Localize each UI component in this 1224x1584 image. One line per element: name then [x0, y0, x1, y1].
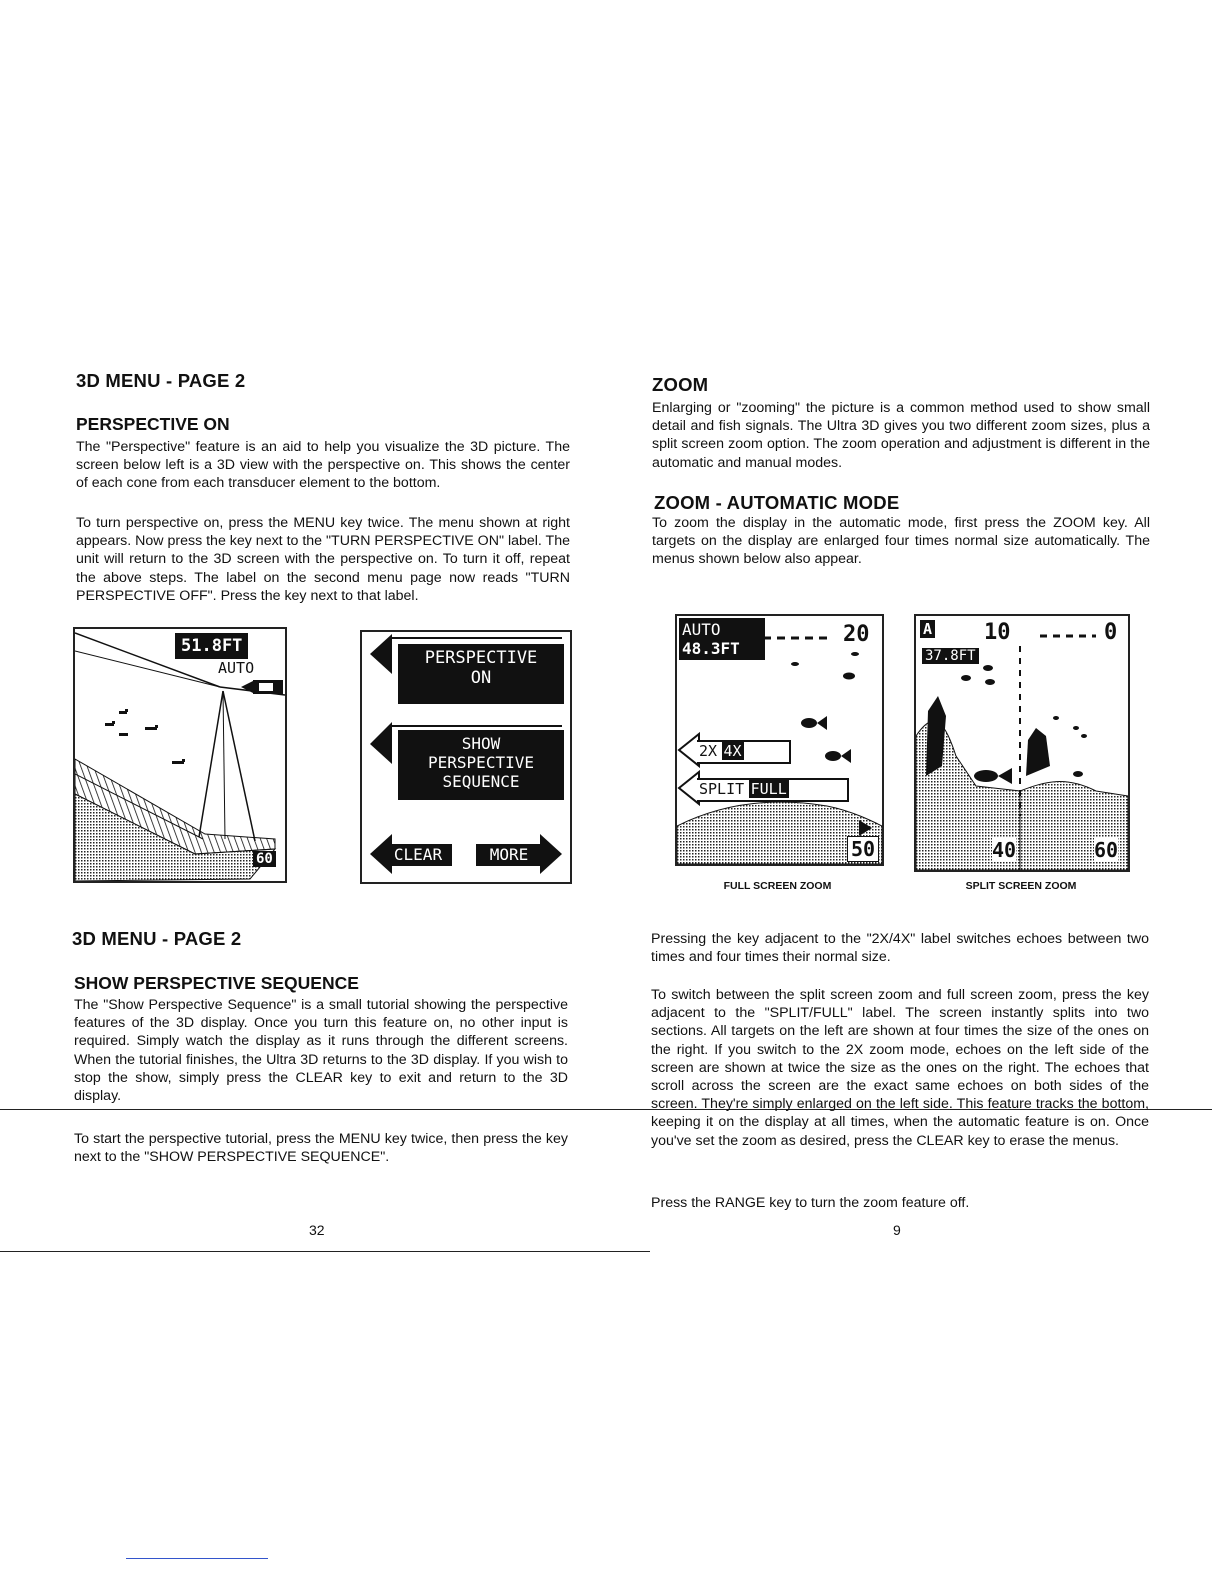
auto-mode-label: A — [920, 620, 935, 638]
paragraph-perspective-intro: The "Perspective" feature is an aid to help you visualize the 3D picture. The screen below left is a 3D view with the perspective on. This shows the center of each cone from each transducer element to the bottom. — [76, 439, 570, 492]
screen-3d-menu-page2 — [360, 630, 572, 884]
heading-zoom: ZOOM — [652, 374, 709, 395]
paragraph-sequence-intro: The "Show Perspective Sequence" is a small tutorial showing the perspective features of the 3D display. Once you turn this feature on, no other input is required. Simply watch the display as it runs through the different screens. When the tutorial finishes, the Ultra 3D returns to the 3D display. If you wish to stop the show, simply press the CLEAR key to exit and return to the 3D display. — [74, 997, 568, 1105]
screen-3d-perspective — [73, 627, 287, 883]
split-full-toggle[interactable] — [697, 778, 849, 802]
paragraph-split-full: To switch between the split screen zoom and full screen zoom, press the key adjacent to the "SPLIT/FULL" label. The screen instantly splits into two sections. All targets on the left are shown at four times the size of the ones on the right. If you switch to the 2X zoom mode, echoes on the left side of the screen are shown at twice the size as the ones on the right. The echoes that scroll across the screen are the exact same echoes on both sides of the screen. They're simply enlarged on the left side. This feature tracks the bottom, keeping it on the display at all times, when the automatic feature is on. Once you've set the zoom as desired, press the CLEAR key to erase the menus. — [651, 987, 1149, 1149]
paragraph-zoom-intro: Enlarging or "zooming" the picture is a common method used to show small detail and fish signals. The Ultra 3D gives you two different zoom sizes, plus a split screen zoom option. The zoom operation and adjustment is different in the automatic and manual modes. — [652, 400, 1150, 471]
zoom-2x-4x-toggle[interactable] — [697, 740, 791, 764]
menu-item-show-perspective-sequence[interactable] — [398, 730, 564, 800]
zoom-status-box — [679, 618, 765, 660]
menu-line: PERSPECTIVE — [424, 648, 538, 668]
full-label: FULL — [750, 780, 787, 798]
auto-mode-label: AUTO — [218, 659, 255, 677]
depth-readout: 48.3FT — [682, 639, 740, 658]
scan-artifact-line — [126, 1558, 268, 1559]
bottom-scale-left: 40 — [992, 838, 1017, 862]
screen-full-zoom — [675, 614, 884, 866]
menu-item-perspective-on[interactable] — [398, 644, 564, 704]
section-heading-3d-menu-2: 3D MENU - PAGE 2 — [72, 928, 242, 949]
subheading-perspective-on: PERSPECTIVE ON — [76, 414, 230, 434]
depth-readout: 51.8FT — [175, 633, 248, 659]
bottom-scale-right: 60 — [1094, 838, 1119, 862]
auto-mode-label: AUTO — [682, 620, 721, 639]
depth-readout: 37.8FT — [922, 648, 979, 664]
screen-split-zoom — [914, 614, 1130, 872]
split-label: SPLIT — [699, 780, 745, 798]
bottom-divider-line — [0, 1251, 650, 1252]
section-heading-3d-menu: 3D MENU - PAGE 2 — [76, 370, 246, 391]
page-number-left: 32 — [309, 1222, 325, 1238]
bottom-depth-scale: 50 — [847, 836, 879, 862]
top-depth-scale: 20 — [843, 622, 870, 647]
paragraph-2x-4x: Pressing the key adjacent to the "2X/4X" label switches echoes between two times and four times their normal size. — [651, 931, 1149, 966]
top-scale-right: 0 — [1104, 620, 1118, 645]
heading-zoom-automatic: ZOOM - AUTOMATIC MODE — [654, 492, 900, 513]
menu-line: SEQUENCE — [442, 772, 520, 791]
more-button[interactable]: MORE — [476, 844, 542, 866]
menu-line: PERSPECTIVE — [428, 753, 534, 772]
paragraph-range-off: Press the RANGE key to turn the zoom feature off. — [651, 1195, 970, 1211]
subheading-show-perspective-sequence: SHOW PERSPECTIVE SEQUENCE — [74, 973, 359, 993]
paragraph-zoom-automatic: To zoom the display in the automatic mode, first press the ZOOM key. All targets on the display are enlarged four times normal size automatically. The menus shown below also appear. — [652, 515, 1150, 568]
top-scale-left: 10 — [984, 620, 1011, 645]
caption-split-screen-zoom: SPLIT SCREEN ZOOM — [965, 880, 1077, 892]
paragraph-perspective-howto: To turn perspective on, press the MENU key twice. The menu shown at right appears. Now press the key next to the "TURN PERSPECTIVE ON" label. The unit will return to the 3D screen with the perspective on. To turn it off, repeat the above steps. The label on the second menu page now reads "TURN PERSPECTIVE OFF". Press the key next to that label. — [76, 515, 570, 604]
menu-line: SHOW — [461, 734, 501, 753]
clear-button[interactable]: CLEAR — [384, 844, 452, 866]
paragraph-sequence-howto: To start the perspective tutorial, press the MENU key twice, then press the key next to the "SHOW PERSPECTIVE SEQUENCE". — [74, 1131, 568, 1166]
zoom-2x-label: 2X — [699, 742, 718, 760]
zoom-4x-label: 4X — [723, 742, 742, 760]
menu-line: ON — [470, 668, 492, 688]
caption-full-screen-zoom: FULL SCREEN ZOOM — [723, 880, 832, 892]
range-readout: 60 — [253, 851, 276, 867]
page-number-right: 9 — [893, 1222, 901, 1238]
